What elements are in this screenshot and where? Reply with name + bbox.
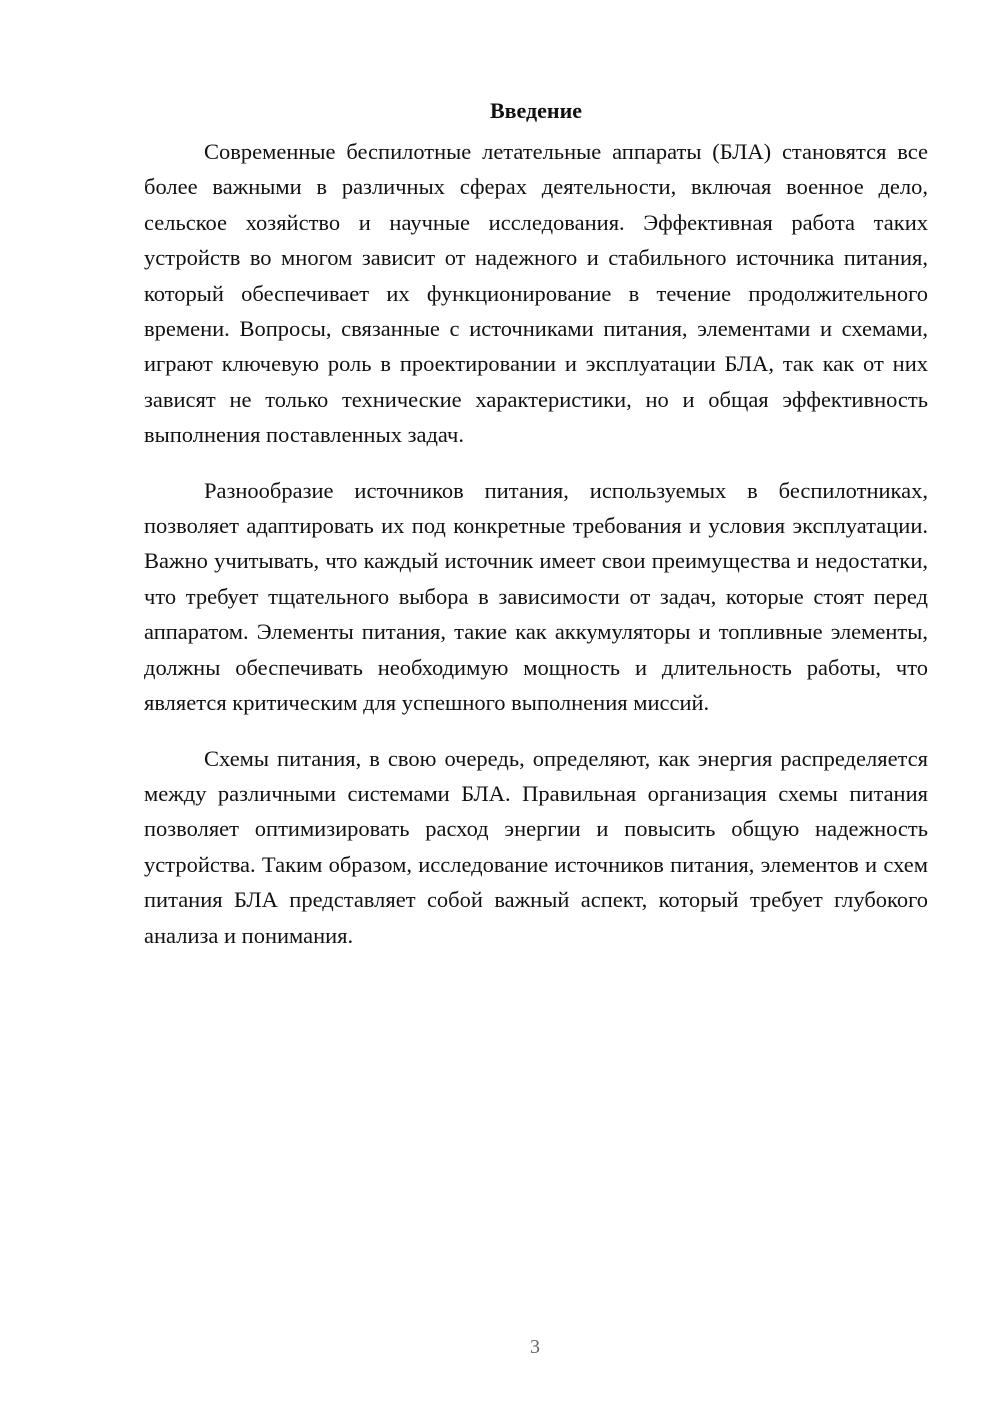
page-content — [144, 96, 928, 973]
section-heading: Введение — [489, 98, 583, 123]
page-number: 3 — [530, 1336, 540, 1358]
paragraph-1: Современные беспилотные летательные аппараты (БЛА) становятся все более важными в различных сферах деятельности, включая военное дело, сельское хозяйство и научные исследования. Эффективная работа таких устройств во многом зависит от надежного и стабильного источника питания, который обеспечивает их функционирование в течение продолжительного времени. Вопросы, связанные с источниками питания, элементами и схемами, играют ключевую роль в проектировании и эксплуатации БЛА, так как от них зависят не только технические характеристики, но и общая эффективность выполнения поставленных задач. — [144, 139, 928, 448]
paragraph-3: Схемы питания, в свою очередь, определяют, как энергия распределяется между различными системами БЛА. Правильная организация схемы питания позволяет оптимизировать расход энергии и повысить общую надежность устройства. Таким образом, исследование источников питания, элементов и схем питания БЛА представляет собой важный аспект, который требует глубокого анализа и понимания. — [144, 745, 928, 948]
paragraph-2: Разнообразие источников питания, используемых в беспилотниках, позволяет адаптировать их под конкретные требования и условия эксплуатации. Важно учитывать, что каждый источник имеет свои преимущества и недостатки, что требует тщательного выбора в зависимости от задач, которые стоят перед аппаратом. Элементы питания, такие как аккумуляторы и топливные элементы, должны обеспечивать необходимую мощность и длительность работы, что является критическим для успешного выполнения миссий. — [144, 477, 928, 716]
